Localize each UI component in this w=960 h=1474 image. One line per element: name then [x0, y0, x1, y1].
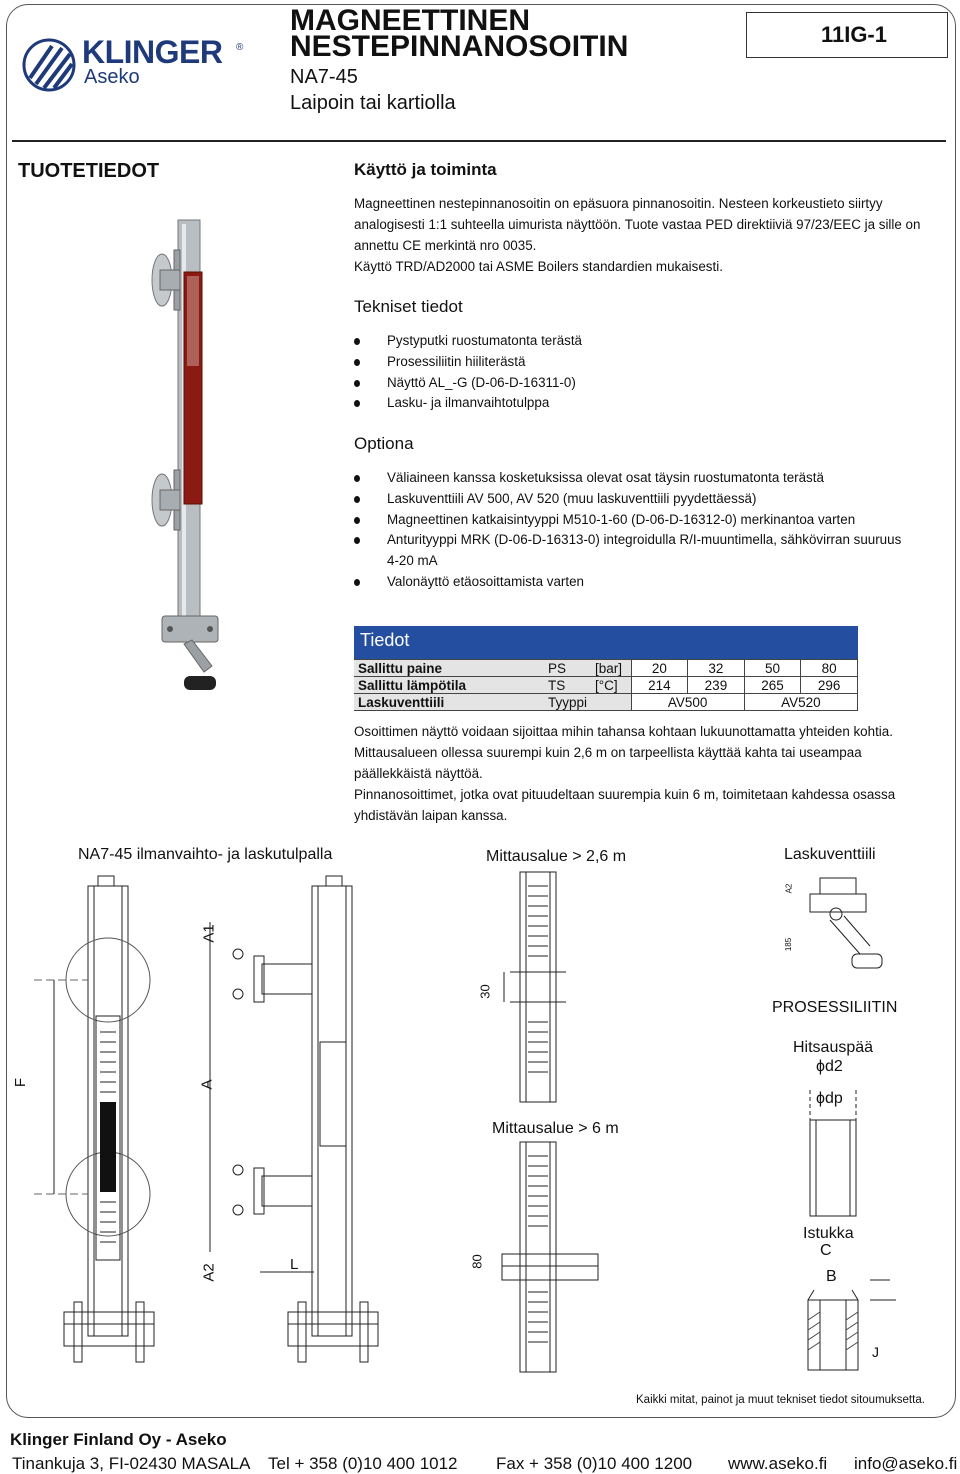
title-line-1: MAGNEETTINEN — [290, 4, 530, 37]
footer-address: Tinankuja 3, FI-02430 MASALA — [12, 1454, 251, 1473]
table-row — [354, 694, 858, 711]
registered-mark: ® — [236, 42, 244, 53]
dim-valve-185: 185 — [784, 937, 794, 952]
tech-heading: Tekniset tiedot — [354, 297, 463, 316]
list-item: Pystyputki ruostumatonta terästä — [354, 331, 914, 352]
socket-caption: Istukka — [803, 1225, 854, 1242]
main-technical-drawing — [14, 872, 394, 1372]
usage-text-2: Käyttö TRD/AD2000 tai ASME Boilers standardien mukaisesti. — [354, 259, 723, 274]
table-row — [354, 677, 858, 694]
table-cell: [°C] — [591, 677, 631, 694]
dim-l: L — [290, 1256, 299, 1273]
dim-valve-a2: A2 — [784, 883, 794, 894]
table-cell: Laskuventtiili — [354, 694, 544, 711]
weld-caption: Hitsauspää — [793, 1039, 874, 1056]
dim-b: B — [826, 1268, 837, 1285]
table-cell: PS — [544, 660, 591, 677]
main-drawing-caption: NA7-45 ilmanvaihto- ja laskutulpalla — [78, 846, 333, 863]
table-cell: 239 — [688, 677, 745, 694]
table-cell: 265 — [744, 677, 801, 694]
usage-text: Magneettinen nestepinnanosoitin on epäsuora pinnanosoitin. Nesteen korkeustieto siirtyy analogisesti 1:1 suhteella uimurista näyttöön. Tuote vastaa PED direktiiviä 97/23/EEC ja sille on annettu CE merkintä nro 0035. — [354, 196, 921, 253]
dim-30: 30 — [477, 984, 493, 999]
table-cell: 20 — [631, 660, 688, 677]
valve-caption: Laskuventtiili — [784, 846, 876, 863]
table-cell: 296 — [801, 677, 858, 694]
list-item: Prosessiliitin hiiliterästä — [354, 352, 914, 373]
brand-sub: Aseko — [84, 66, 140, 88]
klinger-logo-icon — [22, 38, 78, 92]
disclaimer: Kaikki mitat, painot ja muut tekniset tiedot sitoumuksetta. — [636, 1394, 925, 1406]
dim-80: 80 — [469, 1254, 485, 1269]
list-item: Magneettinen katkaisintyyppi M510-1-60 (D-06-D-16312-0) merkinantoa varten — [354, 510, 914, 531]
footer-fax: Fax + 358 (0)10 400 1200 — [496, 1454, 693, 1473]
dim-c: C — [820, 1242, 832, 1259]
spec-table-heading: Tiedot — [354, 626, 858, 659]
range-drawing-1 — [500, 872, 580, 1112]
list-item: Valonäyttö etäosoittamista varten — [354, 572, 914, 593]
spec-table — [354, 659, 858, 711]
table-cell: 32 — [688, 660, 745, 677]
table-cell: 80 — [801, 660, 858, 677]
list-item: Lasku- ja ilmanvaihtotulppa — [354, 393, 914, 414]
note-1: Osoittimen näyttö voidaan sijoittaa mihin tahansa kohtaan lukuunottamatta yhteiden kohtia. — [354, 724, 893, 739]
footer-email[interactable]: info@aseko.fi — [854, 1454, 958, 1473]
options-heading: Optiona — [354, 434, 414, 453]
table-cell: Tyyppi — [544, 694, 591, 711]
header-divider — [12, 140, 946, 142]
table-cell: TS — [544, 677, 591, 694]
table-cell: 214 — [631, 677, 688, 694]
table-cell: Sallittu paine — [354, 660, 544, 677]
usage-heading: Käyttö ja toiminta — [354, 160, 497, 179]
title-model: NA7-45 — [290, 66, 358, 88]
dim-j: J — [872, 1344, 879, 1360]
page-title — [290, 4, 710, 63]
section-label: TUOTETIEDOT — [18, 160, 160, 182]
valve-drawing — [790, 874, 890, 984]
dim-f: F — [12, 1077, 30, 1088]
title-line-2: NESTEPINNANOSOITIN — [290, 30, 629, 63]
table-row — [354, 660, 858, 677]
footer-web[interactable]: www.aseko.fi — [728, 1454, 828, 1473]
table-cell: 50 — [744, 660, 801, 677]
note-3: Pinnanosoittimet, jotka ovat pituudeltaan suurempia kuin 6 m, toimitetaan kahdessa osassa yhdistävän laipan kanssa. — [354, 787, 896, 823]
table-cell: AV500 — [631, 694, 744, 711]
table-cell — [591, 694, 631, 711]
process-caption: PROSESSILIITIN — [772, 999, 898, 1016]
document-code: 11IG-1 — [746, 12, 948, 58]
range1-caption: Mittausalue > 2,6 m — [486, 848, 627, 865]
product-illustration — [150, 220, 230, 702]
list-item: Väliaineen kanssa kosketuksissa olevat osat täysin ruostumatonta terästä — [354, 468, 914, 489]
dim-d2: ϕd2 — [816, 1058, 843, 1075]
socket-drawing — [800, 1260, 900, 1380]
title-variant: Laipoin tai kartiolla — [290, 92, 456, 114]
dim-a: A — [198, 1079, 216, 1090]
list-item: Laskuventtiili AV 500, AV 520 (muu laskuventtiili pyydettäessä) — [354, 489, 914, 510]
dim-dp: ϕdp — [816, 1090, 843, 1107]
options-list — [354, 468, 914, 593]
table-cell: AV520 — [744, 694, 857, 711]
footer-tel: Tel + 358 (0)10 400 1012 — [268, 1454, 458, 1473]
brand-name: KLINGER — [82, 34, 223, 70]
note-2: Mittausalueen ollessa suurempi kuin 2,6 m on tarpeellista käyttää kahta tai useampaa päällekkäistä näyttöä. — [354, 745, 862, 781]
dim-a1: A1 — [200, 924, 218, 943]
list-item: Anturityyppi MRK (D-06-D-16313-0) integroidulla R/I-muuntimella, sähkövirran suuruus 4-20 mA — [354, 530, 914, 572]
table-cell: [bar] — [591, 660, 631, 677]
dim-a2: A2 — [200, 1263, 218, 1282]
footer-company — [10, 1430, 227, 1450]
table-cell: Sallittu lämpötila — [354, 677, 544, 694]
range2-caption: Mittausalue > 6 m — [492, 1120, 619, 1137]
list-item: Näyttö AL_-G (D-06-D-16311-0) — [354, 373, 914, 394]
range-drawing-2 — [500, 1142, 600, 1372]
company-name: Klinger Finland Oy - Aseko — [10, 1430, 227, 1449]
tech-list — [354, 331, 914, 414]
